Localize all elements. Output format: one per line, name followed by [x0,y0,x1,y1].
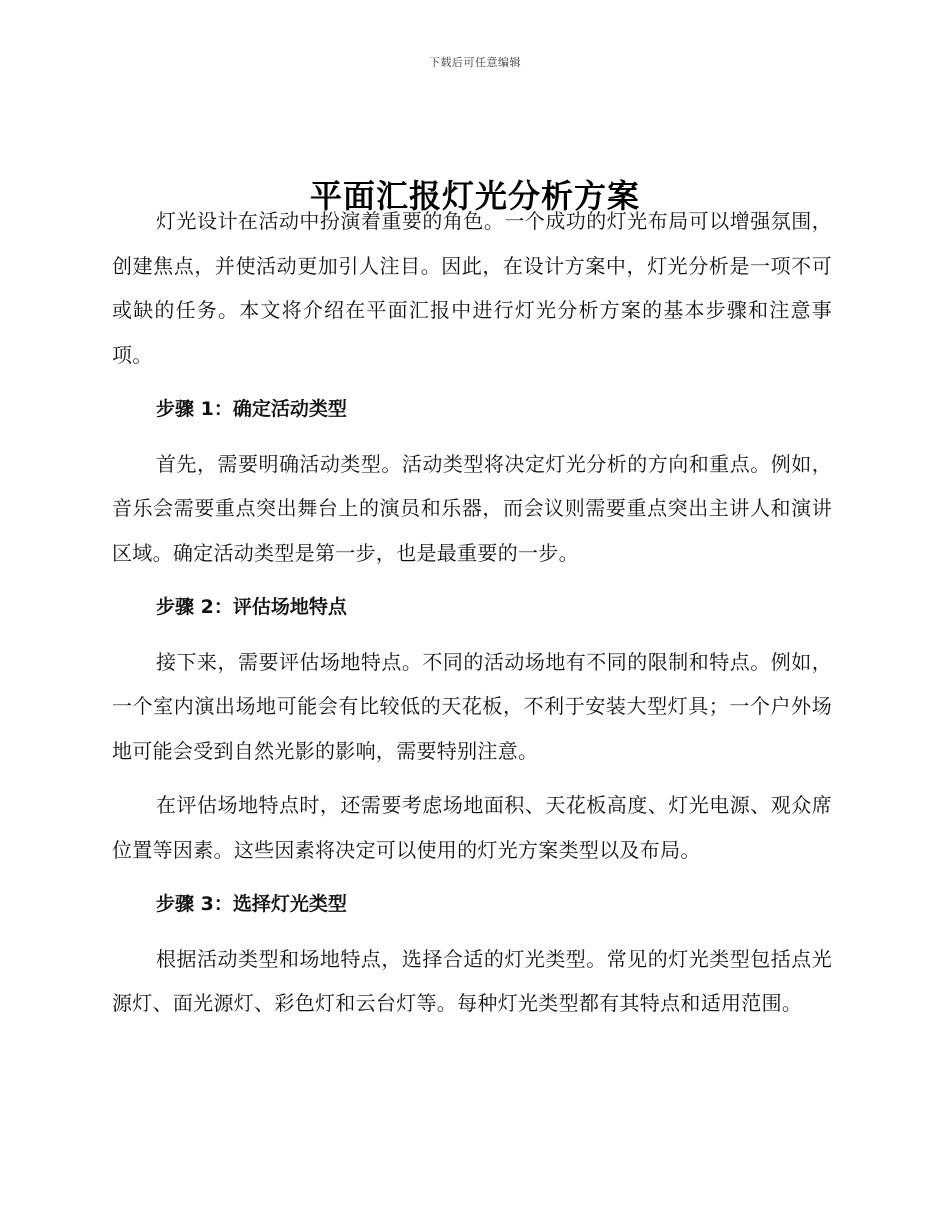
step-3-paragraph: 根据活动类型和场地特点，选择合适的灯光类型。常见的灯光类型包括点光源灯、面光源灯、彩色灯和云台灯等。每种灯光类型都有其特点和适用范围。 [112,946,832,1015]
header-note: 下载后可任意编辑 [429,56,521,69]
step-3-heading: 步骤 3：选择灯光类型 [156,893,347,915]
intro-paragraph: 灯光设计在活动中扮演着重要的角色。一个成功的灯光布局可以增强氛围，创建焦点，并使活动更加引人注目。因此，在设计方案中，灯光分析是一项不可或缺的任务。本文将介绍在平面汇报中进行灯光分析方案的基本步骤和注意事项。 [112,209,832,367]
document-title: 平面汇报灯光分析方案 [309,177,640,216]
document-body [112,199,832,1026]
step-1-paragraph: 首先，需要明确活动类型。活动类型将决定灯光分析的方向和重点。例如，音乐会需要重点突出舞台上的演员和乐器，而会议则需要重点突出主讲人和演讲区域。确定活动类型是第一步，也是最重要的一步。 [112,451,832,565]
step-2-paragraph-2: 在评估场地特点时，还需要考虑场地面积、天花板高度、灯光电源、观众席位置等因素。这些因素将决定可以使用的灯光方案类型以及布局。 [112,793,832,862]
step-2-heading: 步骤 2：评估场地特点 [156,596,347,618]
step-2-paragraph-1: 接下来，需要评估场地特点。不同的活动场地有不同的限制和特点。例如，一个室内演出场地可能会有比较低的天花板，不利于安装大型灯具；一个户外场地可能会受到自然光影的影响，需要特别注意。 [112,649,832,763]
step-1-heading: 步骤 1：确定活动类型 [156,398,347,420]
